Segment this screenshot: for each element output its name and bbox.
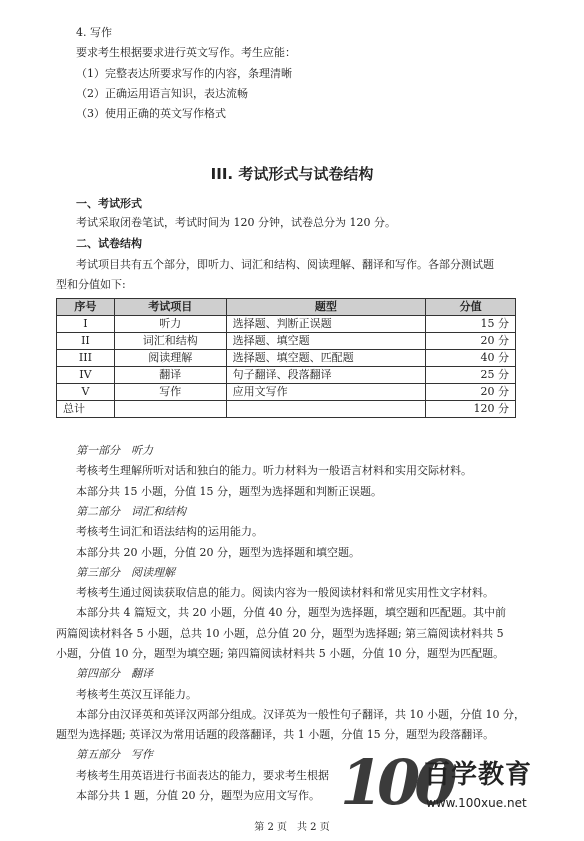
table-row [57,367,516,384]
table-header-row [57,299,516,316]
part-5-heading: 第五部分 写作 [76,748,153,761]
table-total-row [57,401,516,418]
part-3-line-2: 本部分共 4 篇短文，共 20 小题，分值 40 分，题型为选择题，填空题和匹配题。其中前 [76,606,506,619]
cell-item: 听力 [114,316,226,333]
col-header-number: 序号 [57,299,115,316]
section-4-heading: 4. 写作 [76,26,112,39]
section-4-item-1: （1）完整表达所要求写作的内容，条理清晰 [76,67,292,80]
part-1-line-2: 本部分共 15 小题，分值 15 分，题型为选择题和判断正误题。 [76,485,382,498]
col-header-item: 考试项目 [114,299,226,316]
col-header-type: 题型 [226,299,426,316]
cell-number: V [57,384,115,401]
table-row [57,384,516,401]
cell-score: 20 分 [426,333,516,350]
section-4-item-2: （2）正确运用语言知识，表达流畅 [76,87,248,100]
part-1-heading: 第一部分 听力 [76,444,153,457]
page-footer: 第 2 页 共 2 页 [254,822,330,833]
logo-text: 百学教育 [424,760,533,790]
part-3-line-1: 考核考生通过阅读获取信息的能力。阅读内容为一般阅读材料和常见实用性文字材料。 [76,586,494,599]
cell-item: 词汇和结构 [114,333,226,350]
cell-type: 应用文写作 [226,384,426,401]
logo-url: www.100xue.net [426,796,527,810]
part-3-line-4: 小题，分值 10 分，题型为填空题; 第四篇阅读材料共 5 小题，分值 10 分，题型为匹配题。 [56,647,505,660]
part-2-line-1: 考核考生词汇和语法结构的运用能力。 [76,525,263,538]
part-2-line-2: 本部分共 20 小题，分值 20 分，题型为选择题和填空题。 [76,546,360,559]
part-4-heading: 第四部分 翻译 [76,667,153,680]
part-3-line-3: 两篇阅读材料各 5 小题，总共 10 小题，总分值 20 分，题型为选择题; 第三篇阅读材料共 5 [56,627,504,640]
table-row [57,350,516,367]
part-5-line-1: 考核考生用英语进行书面表达的能力，要求考生根据 [76,769,329,782]
cell-score: 25 分 [426,367,516,384]
logo-number: 100 [340,746,452,819]
cell-empty [226,401,426,418]
structure-text-1: 考试项目共有五个部分，即听力、词汇和结构、阅读理解、翻译和写作。各部分测试题 [76,258,494,271]
exam-form-text: 考试采取闭卷笔试，考试时间为 120 分钟，试卷总分为 120 分。 [76,216,396,229]
cell-number: III [57,350,115,367]
exam-form-heading: 一、考试形式 [76,197,142,210]
cell-number: I [57,316,115,333]
structure-text-2: 型和分值如下: [56,278,126,291]
cell-total-score: 120 分 [426,401,516,418]
structure-heading: 二、试卷结构 [76,237,142,250]
cell-number: II [57,333,115,350]
table-row [57,333,516,350]
cell-type: 句子翻译、段落翻译 [226,367,426,384]
part-4-line-1: 考核考生英汉互译能力。 [76,688,197,701]
part-1-line-1: 考核考生理解所听对话和独白的能力。听力材料为一般语言材料和实用交际材料。 [76,464,472,477]
cell-score: 20 分 [426,384,516,401]
cell-number: IV [57,367,115,384]
cell-total-label: 总计 [57,401,115,418]
table-row [57,316,516,333]
col-header-score: 分值 [426,299,516,316]
section-4-intro: 要求考生根据要求进行英文写作。考生应能： [76,46,296,59]
part-3-heading: 第三部分 阅读理解 [76,566,175,579]
part-2-heading: 第二部分 词汇和结构 [76,505,186,518]
part-5-line-2: 本部分共 1 题，分值 20 分，题型为应用文写作。 [76,789,320,802]
part-4-line-2: 本部分由汉译英和英译汉两部分组成。汉译英为一般性句子翻译，共 10 小题，分值 10 分， [76,708,525,721]
cell-item: 阅读理解 [114,350,226,367]
part-4-line-3: 题型为选择题; 英译汉为常用话题的段落翻译，共 1 小题，分值 15 分，题型为段落翻译。 [56,728,495,741]
cell-score: 15 分 [426,316,516,333]
chapter-title: III. 考试形式与试卷结构 [210,165,374,183]
cell-item: 翻译 [114,367,226,384]
watermark-logo [340,746,570,822]
cell-type: 选择题、判断正误题 [226,316,426,333]
cell-type: 选择题、填空题 [226,333,426,350]
section-4-item-3: （3）使用正确的英文写作格式 [76,107,226,120]
structure-table [56,298,516,418]
cell-type: 选择题、填空题、匹配题 [226,350,426,367]
cell-empty [114,401,226,418]
cell-item: 写作 [114,384,226,401]
cell-score: 40 分 [426,350,516,367]
